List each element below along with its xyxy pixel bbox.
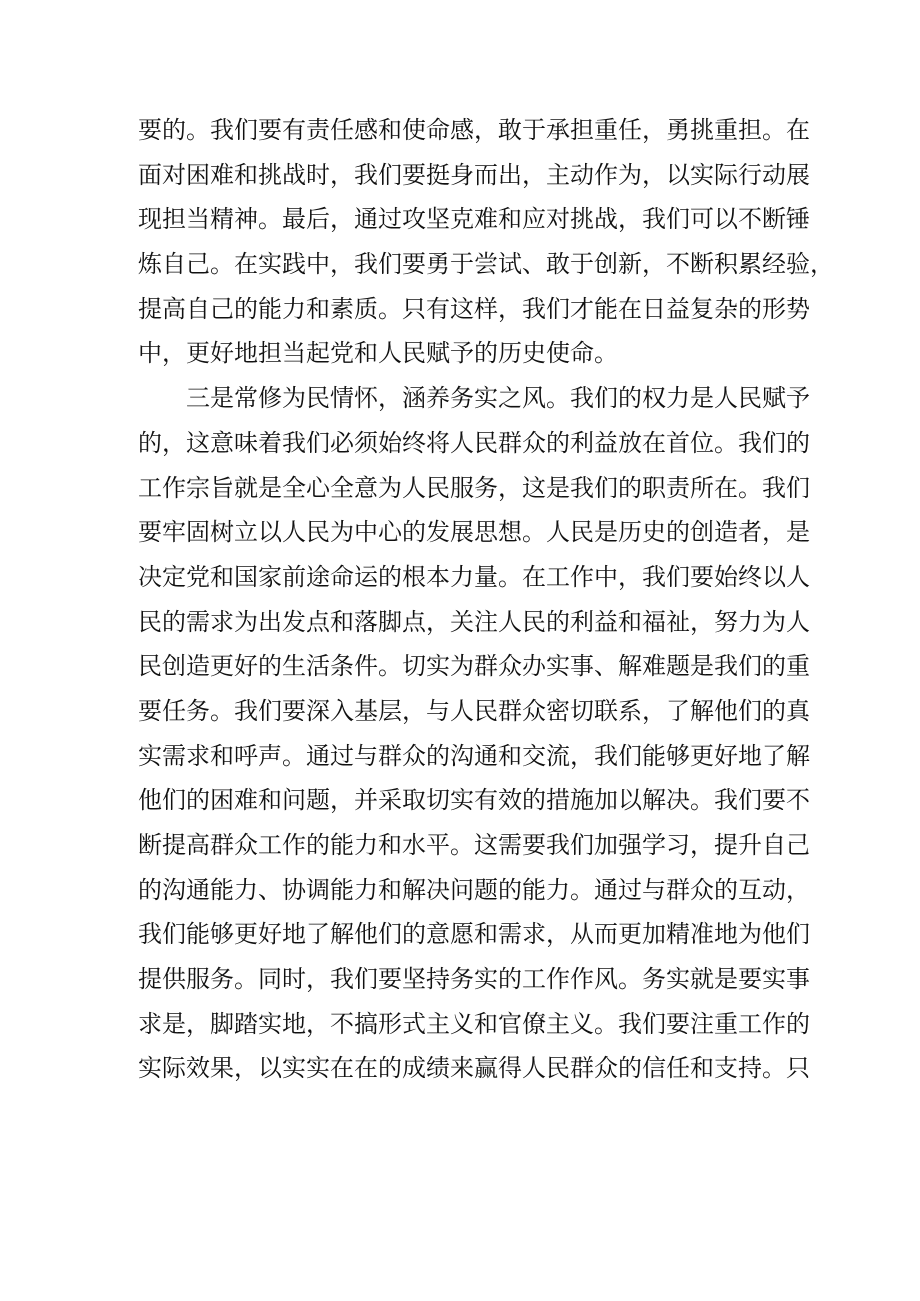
text-line: 要的。我们要有责任感和使命感，敢于承担重任，勇挑重担。在 — [138, 116, 810, 144]
text-line: 面对困难和挑战时，我们要挺身而出，主动作为，以实际行动展 — [138, 160, 810, 189]
text-line: 的，这意味着我们必须始终将人民群众的利益放在首位。我们的 — [138, 428, 810, 457]
text-line: 求是，脚踏实地，不搞形式主义和官僚主义。我们要注重工作的 — [138, 1009, 810, 1038]
text-line: 断提高群众工作的能力和水平。这需要我们加强学习，提升自己 — [138, 831, 810, 859]
text-line: 要任务。我们要深入基层，与人民群众密切联系，了解他们的真 — [138, 696, 810, 725]
text-line: 三是常修为民情怀，涵养务实之风。我们的权力是人民赋予 — [186, 384, 810, 413]
paragraph-1 — [138, 108, 834, 376]
text-line: 中，更好地担当起党和人民赋予的历史使命。 — [138, 339, 618, 368]
text-line: 民的需求为出发点和落脚点，关注人民的利益和福祉，努力为人 — [138, 607, 810, 636]
text-line: 民创造更好的生活条件。切实为群众办实事、解难题是我们的重 — [138, 652, 810, 681]
text-line: 他们的困难和问题，并采取切实有效的措施加以解决。我们要不 — [138, 786, 810, 815]
text-line: 实际效果，以实实在在的成绩来赢得人民群众的信任和支持。只 — [138, 1054, 810, 1083]
text-line: 的沟通能力、协调能力和解决问题的能力。通过与群众的互动， — [138, 875, 810, 904]
text-line: 提供服务。同时，我们要坚持务实的工作作风。务实就是要实事 — [138, 965, 810, 994]
text-line: 提高自己的能力和素质。只有这样，我们才能在日益复杂的形势 — [138, 294, 810, 323]
text-line: 炼自己。在实践中，我们要勇于尝试、敢于创新，不断积累经验， — [138, 250, 834, 279]
text-line: 决定党和国家前途命运的根本力量。在工作中，我们要始终以人 — [138, 562, 810, 591]
text-line: 实需求和呼声。通过与群众的沟通和交流，我们能够更好地了解 — [138, 741, 810, 770]
paragraph-2 — [138, 376, 810, 1091]
text-line: 工作宗旨就是全心全意为人民服务，这是我们的职责所在。我们 — [138, 473, 810, 502]
text-line: 现担当精神。最后，通过攻坚克难和应对挑战，我们可以不断锤 — [138, 205, 810, 234]
text-line: 要牢固树立以人民为中心的发展思想。人民是历史的创造者，是 — [138, 518, 810, 547]
document-body — [138, 108, 834, 1091]
text-line: 我们能够更好地了解他们的意愿和需求，从而更加精准地为他们 — [138, 920, 810, 949]
